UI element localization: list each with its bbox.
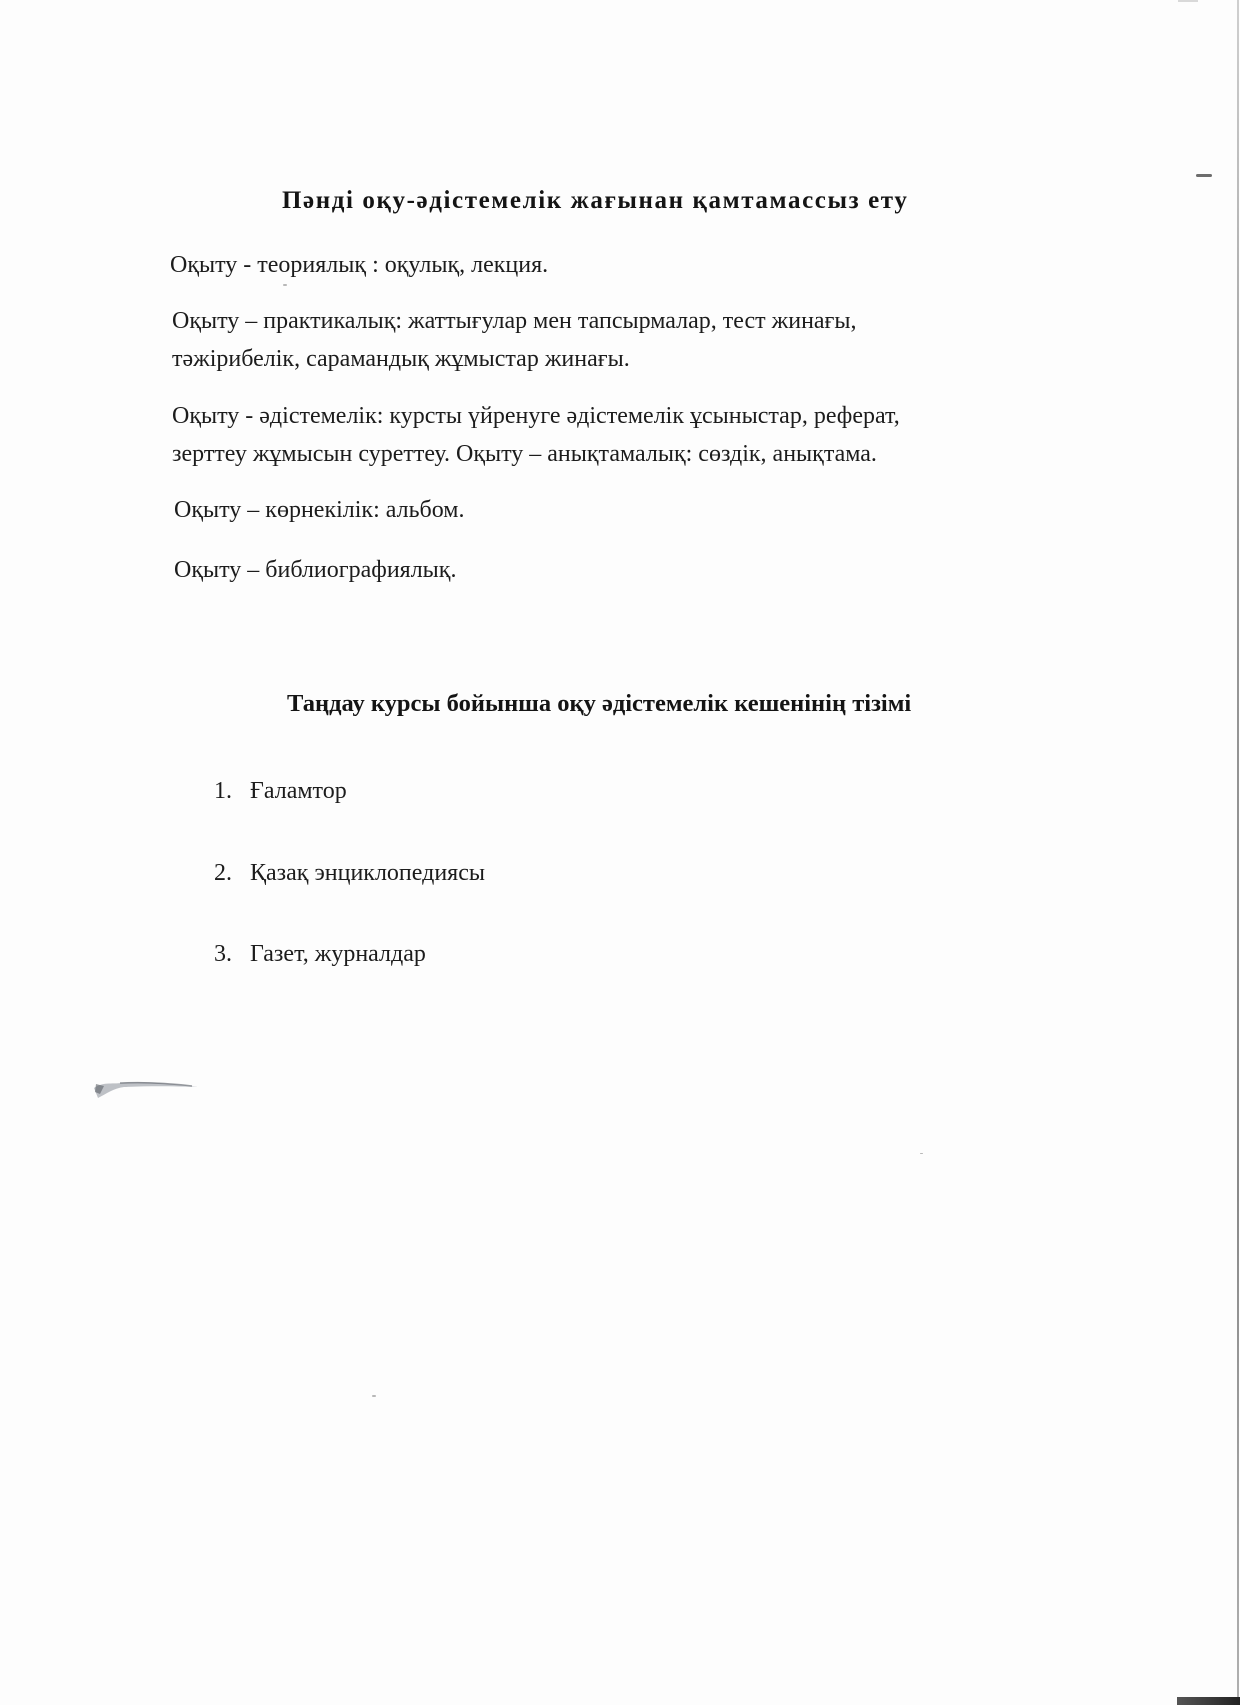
paragraph-line: тәжірибелік, сарамандық жұмыстар жинағы.: [172, 346, 630, 372]
list-text: Газет, журналдар: [250, 941, 426, 967]
list-item: [214, 860, 485, 887]
paragraph-practical: [172, 302, 857, 378]
list-item: [214, 941, 426, 968]
scan-speck: [920, 1153, 923, 1154]
paragraph-line: Оқыту – библиографиялық.: [174, 557, 457, 583]
paragraph-line: зерттеу жұмысын суреттеу. Оқыту – анықтамалық: сөздік, анықтама.: [172, 441, 877, 467]
scan-artifact: [1177, 1697, 1240, 1705]
scan-speck: [283, 284, 287, 286]
scan-speck: [372, 1395, 376, 1397]
paragraph-visual: [174, 491, 464, 529]
scan-smudge: [92, 1074, 200, 1100]
scan-artifact: [1178, 0, 1198, 2]
paragraph-methodological: [172, 397, 900, 473]
paragraph-line: Оқыту - әдістемелік: курсты үйренуге әдістемелік ұсыныстар, реферат,: [172, 403, 900, 429]
section-heading-teaching-support: Пәнді оқу-әдістемелік жағынан қамтамассыз ету: [282, 187, 909, 214]
list-text: Қазақ энциклопедиясы: [250, 860, 485, 886]
list-number: 2.: [214, 860, 232, 886]
list-number: 3.: [214, 941, 232, 967]
paragraph-line: Оқыту - теориялық : оқулық, лекция.: [170, 252, 549, 278]
scan-artifact: [1196, 174, 1212, 177]
list-item: [214, 778, 347, 805]
paragraph-line: Оқыту – көрнекілік: альбом.: [174, 497, 465, 523]
paragraph-theoretical: [170, 246, 548, 284]
paragraph-line: Оқыту – практикалық: жаттығулар мен тапсырмалар, тест жинағы,: [172, 308, 857, 334]
scan-edge: [1237, 0, 1239, 1705]
list-text: Ғаламтор: [250, 778, 347, 804]
list-number: 1.: [214, 778, 232, 804]
section-heading-course-materials-list: Таңдау курсы бойынша оқу әдістемелік кешенінің тізімі: [287, 690, 912, 717]
paragraph-bibliographic: [174, 551, 456, 589]
